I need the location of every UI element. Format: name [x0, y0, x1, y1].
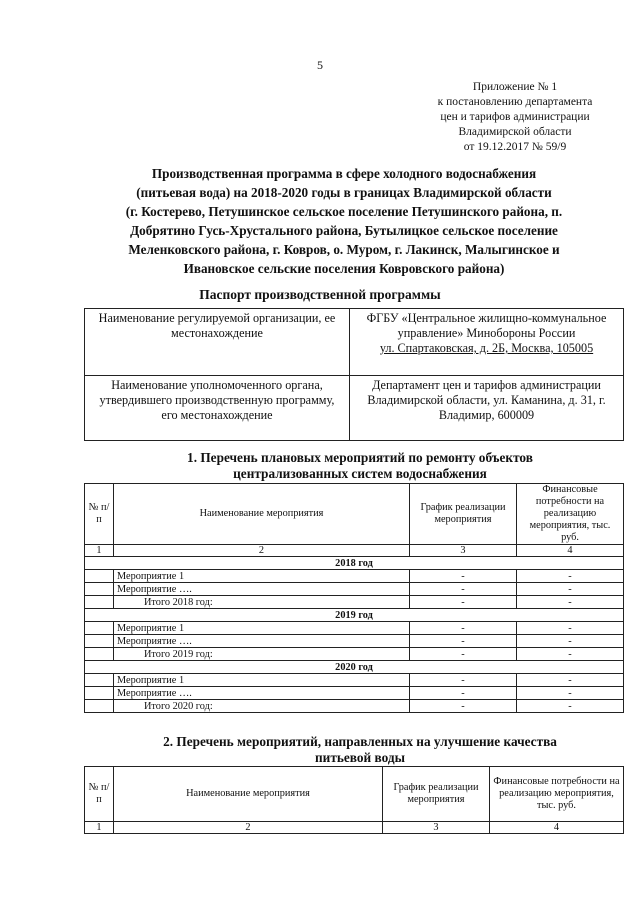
- section-title-line: питьевой воды: [315, 750, 405, 765]
- column-number: 2: [114, 545, 410, 557]
- total-label: Итого 2018 год:: [114, 596, 410, 609]
- page-number: 5: [317, 58, 323, 72]
- table-row: [85, 674, 624, 687]
- row-number: [85, 583, 114, 596]
- passport-label: Наименование регулируемой организации, ее местонахождение: [85, 309, 350, 376]
- passport-value: [350, 309, 624, 376]
- passport-label: Наименование уполномоченного органа, утвердившего производственную программу, его местонахождение: [85, 376, 350, 441]
- appendix-line: от 19.12.2017 № 59/9: [463, 141, 567, 153]
- table-row: [85, 635, 624, 648]
- column-number: 1: [85, 822, 114, 834]
- measure-schedule: -: [410, 687, 517, 700]
- total-label: Итого 2019 год:: [114, 648, 410, 661]
- appendix-line: к постановлению департамента: [437, 96, 593, 108]
- column-number: 3: [410, 545, 517, 557]
- measure-finance: -: [517, 570, 624, 583]
- total-row: [85, 648, 624, 661]
- title-line: Добрятино Гусь-Хрустального района, Бутылицкое сельское поселение: [130, 223, 558, 238]
- table-row: [85, 583, 624, 596]
- total-finance: -: [517, 596, 624, 609]
- year-row: [85, 661, 624, 674]
- row-number: [85, 648, 114, 661]
- row-number: [85, 635, 114, 648]
- appendix-line: Приложение № 1: [472, 81, 558, 93]
- year-row: [85, 609, 624, 622]
- total-schedule: -: [410, 700, 517, 713]
- row-number: [85, 596, 114, 609]
- passport-title: Паспорт производственной программы: [199, 287, 441, 302]
- header-name: Наименование мероприятия: [114, 484, 410, 545]
- passport-table: [84, 308, 624, 441]
- measure-finance: -: [517, 687, 624, 700]
- section-title-line: 2. Перечень мероприятий, направленных на улучшение качества: [163, 734, 557, 749]
- table-header-row: [85, 767, 624, 822]
- header-number: № п/п: [85, 767, 114, 822]
- document-title: [88, 164, 600, 278]
- row-number: [85, 687, 114, 700]
- organization-address: ул. Спартаковская, д. 2Б, Москва, 105005: [379, 341, 594, 355]
- table-row: [85, 622, 624, 635]
- title-line: Меленковского района, г. Ковров, о. Муром, г. Лакинск, Малыгинское и: [128, 242, 560, 257]
- title-line: Производственная программа в сфере холодного водоснабжения: [151, 166, 537, 181]
- row-number: [85, 674, 114, 687]
- year-row: [85, 557, 624, 570]
- header-name: Наименование мероприятия: [114, 767, 383, 822]
- title-line: (питьевая вода) на 2018-2020 годы в границах Владимирской области: [136, 185, 552, 200]
- total-row: [85, 596, 624, 609]
- measure-name: Мероприятие 1: [114, 674, 410, 687]
- section-title-line: 1. Перечень плановых мероприятий по ремонту объектов: [187, 450, 533, 465]
- measure-name: Мероприятие ….: [114, 635, 410, 648]
- column-number: 3: [383, 822, 490, 834]
- year-label: 2020 год: [85, 661, 624, 674]
- measure-name: Мероприятие ….: [114, 687, 410, 700]
- table-row: [85, 570, 624, 583]
- header-number: № п/п: [85, 484, 114, 545]
- year-label: 2018 год: [85, 557, 624, 570]
- section-1-title: [130, 450, 590, 482]
- measure-finance: -: [517, 674, 624, 687]
- row-number: [85, 700, 114, 713]
- appendix-header: [400, 80, 630, 155]
- header-schedule: График реализации мероприятия: [383, 767, 490, 822]
- row-number: [85, 570, 114, 583]
- passport-value: Департамент цен и тарифов администрации Владимирской области, ул. Каманина, д. 31, г. Владимир, 600009: [350, 376, 624, 441]
- total-label: Итого 2020 год:: [114, 700, 410, 713]
- measure-finance: -: [517, 635, 624, 648]
- section-title-line: централизованных систем водоснабжения: [233, 466, 487, 481]
- total-schedule: -: [410, 648, 517, 661]
- measure-schedule: -: [410, 622, 517, 635]
- column-number: 1: [85, 545, 114, 557]
- column-number: 4: [490, 822, 624, 834]
- measure-name: Мероприятие 1: [114, 622, 410, 635]
- year-label: 2019 год: [85, 609, 624, 622]
- measure-name: Мероприятие ….: [114, 583, 410, 596]
- header-finance: Финансовые потребности на реализацию мероприятия, тыс. руб.: [490, 767, 624, 822]
- row-number: [85, 622, 114, 635]
- title-line: (г. Костерево, Петушинское сельское поселение Петушинского района, п.: [125, 204, 563, 219]
- measure-schedule: -: [410, 674, 517, 687]
- water-quality-measures-table: [84, 766, 624, 834]
- measure-finance: -: [517, 583, 624, 596]
- column-number: 4: [517, 545, 624, 557]
- passport-row: [85, 309, 624, 376]
- organization-name: ФГБУ «Центральное жилищно-коммунальное управление» Минобороны России: [366, 311, 607, 340]
- measure-schedule: -: [410, 570, 517, 583]
- measure-name: Мероприятие 1: [114, 570, 410, 583]
- header-finance: Финансовые потребности на реализацию мероприятия, тыс. руб.: [517, 484, 624, 545]
- title-line: Ивановское сельские поселения Ковровского района): [183, 261, 505, 276]
- repair-measures-table: [84, 483, 624, 713]
- passport-row: [85, 376, 624, 441]
- header-schedule: График реализации мероприятия: [410, 484, 517, 545]
- total-finance: -: [517, 700, 624, 713]
- table-header-row: [85, 484, 624, 545]
- appendix-line: цен и тарифов администрации: [440, 111, 590, 123]
- total-row: [85, 700, 624, 713]
- column-number-row: [85, 545, 624, 557]
- measure-schedule: -: [410, 635, 517, 648]
- section-2-title: [110, 734, 610, 766]
- measure-finance: -: [517, 622, 624, 635]
- measure-schedule: -: [410, 583, 517, 596]
- appendix-line: Владимирской области: [458, 126, 572, 138]
- total-schedule: -: [410, 596, 517, 609]
- total-finance: -: [517, 648, 624, 661]
- column-number: 2: [114, 822, 383, 834]
- table-row: [85, 687, 624, 700]
- column-number-row: [85, 822, 624, 834]
